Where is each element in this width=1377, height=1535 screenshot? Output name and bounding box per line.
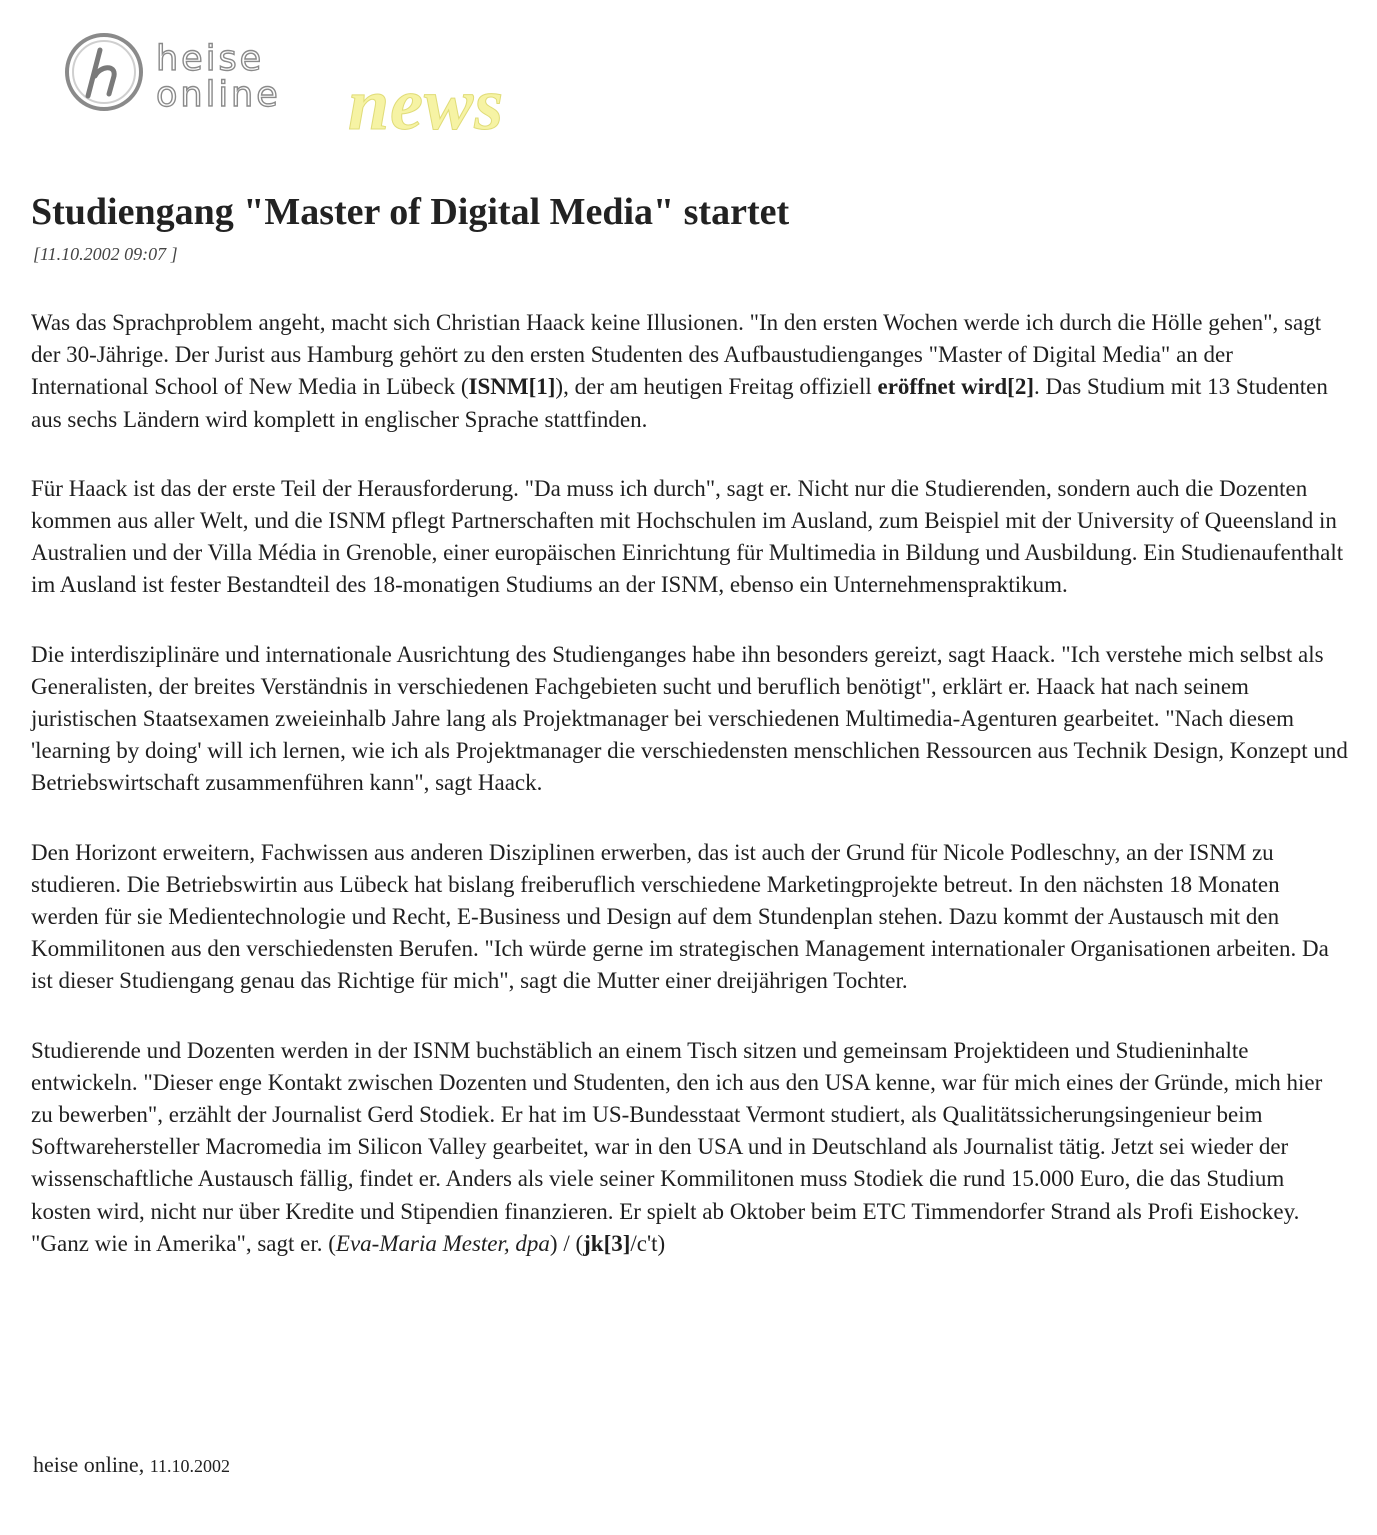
paragraph-5 — [31, 1035, 1349, 1260]
p1-text-3: . Das Studium mit 13 Studenten aus sechs Ländern wird komplett in englischer Sprache stattfinden. — [31, 374, 1328, 432]
paragraph-3: Die interdisziplinäre und internationale Ausrichtung des Studienganges habe ihn besonders gereizt, sagt Haack. "Ich verstehe mich selbst als Generalisten, der breites Verständnis in verschiedenen Fachgebieten sucht und beruflich benötigt", erklärt er. Haack hat nach seinem juristischen Staatsexamen zweieinhalb Jahre lang als Projektmanager bei verschiedenen Multimedia-Agenturen gearbeitet. "Nach diesem 'learning by doing' will ich lernen, wie ich als Projektmanager die verschiedensten menschlichen Ressourcen aus Technik Design, Konzept und Betriebswirtschaft zusammenführen kann", sagt Haack. — [31, 641, 1348, 796]
isnm-link[interactable]: ISNM[1] — [468, 374, 556, 400]
footer-source-name: heise online, — [33, 1452, 145, 1477]
p1-text-1: Was das Sprachproblem angeht, macht sich Christian Haack keine Illusionen. "In den ersten Wochen werde ich durch die Hölle gehen", sagt der 30-Jährige. Der Jurist aus Hamburg gehört zu den ersten Studenten des Aufbaustudienganges "Master of Digital Media" an der International School of New Media in Lübeck ( — [31, 310, 1322, 400]
logo-text-news: news — [348, 64, 505, 146]
footer-source — [33, 1452, 230, 1478]
footer-date: 11.10.2002 — [149, 1456, 231, 1476]
logo-text-heise: heise — [156, 39, 265, 79]
p5-text-2: ) / ( — [549, 1230, 584, 1256]
article-body — [31, 307, 1349, 1297]
paragraph-2: Für Haack ist das der erste Teil der Herausforderung. "Da muss ich durch", sagt er. Nicht nur die Studierenden, sondern auch die Dozenten kommen aus aller Welt, und die ISNM pflegt Partnerschaften mit Hochschulen im Ausland, zum Beispiel mit der University of Queensland in Australien und der Villa Média in Grenoble, einer europäischen Einrichtung für Multimedia in Bildung und Ausbildung. Ein Studienaufenthalt im Ausland ist fester Bestandteil des 18-monatigen Studiums an der ISNM, ebenso ein Unternehmenspraktikum. — [31, 475, 1344, 598]
article-title: Studiengang "Master of Digital Media" startet — [31, 191, 790, 233]
p1-text-2: ), der am heutigen Freitag offiziell — [555, 374, 878, 400]
p5-text-3: /c't) — [630, 1230, 666, 1256]
paragraph-1 — [31, 307, 1349, 436]
heise-logo-icon — [62, 30, 146, 114]
article-date: [11.10.2002 09:07 ] — [33, 244, 178, 264]
opening-link[interactable]: eröffnet wird[2] — [877, 374, 1034, 400]
heise-online-news-logo — [62, 28, 532, 146]
paragraph-4: Den Horizont erweitern, Fachwissen aus anderen Disziplinen erwerben, das ist auch der Grund für Nicole Podleschny, an der ISNM zu studieren. Die Betriebswirtin aus Lübeck hat bislang freiberuflich verschiedene Marketingprojekte betreut. In den nächsten 18 Monaten werden für sie Medientechnologie und Recht, E-Business und Design auf dem Stundenplan stehen. Dazu kommt der Austausch mit den Kommilitonen aus den verschiedensten Berufen. "Ich würde gerne im strategischen Management internationaler Organisationen arbeiten. Da ist dieser Studiengang genau das Richtige für mich", sagt die Mutter einer dreijährigen Tochter. — [31, 839, 1329, 994]
author-credit: Eva-Maria Mester, dpa — [335, 1230, 550, 1256]
logo-text-online: online — [156, 75, 281, 115]
p5-text-1: Studierende und Dozenten werden in der ISNM buchstäblich an einem Tisch sitzen und gemeinsam Projektideen und Studieninhalte entwickeln. "Dieser enge Kontakt zwischen Dozenten und Studenten, den ich aus den USA kenne, war für mich eines der Gründe, mich hier zu bewerben", erzählt der Journalist Gerd Stodiek. Er hat im US-Bundesstaat Vermont studiert, als Qualitätssicherungsingenieur beim Softwarehersteller Macromedia im Silicon Valley gearbeitet, war in den USA und in Deutschland als Journalist tätig. Jetzt sei wieder der wissenschaftliche Austausch fällig, findet er. Anders als viele seiner Kommilitonen muss Stodiek die rund 15.000 Euro, die das Studium kosten wird, nicht nur über Kredite und Stipendien finanzieren. Er spielt ab Oktober beim ETC Timmendorfer Strand als Profi Eishockey. "Ganz wie in Amerika", sagt er. ( — [31, 1037, 1323, 1256]
editor-link[interactable]: jk[3] — [583, 1230, 631, 1256]
